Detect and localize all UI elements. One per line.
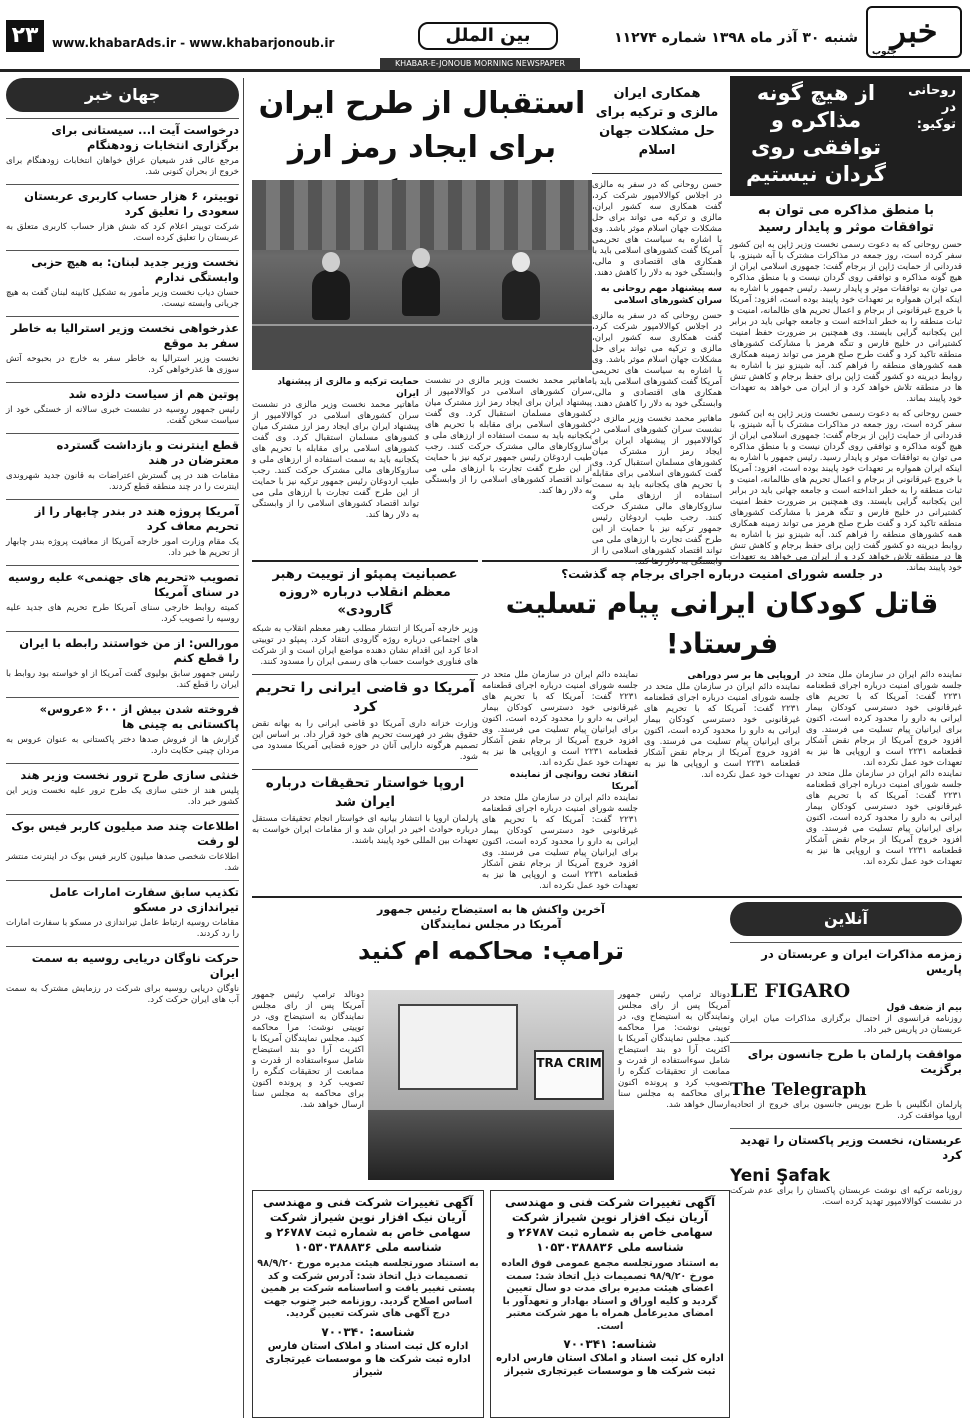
website-line[interactable]: www.khabarAds.ir - www.khabarjonoub.ir	[52, 36, 335, 50]
press-headline: موافقت پارلمان با طرح جانسون برای برگزیت	[730, 1042, 962, 1077]
security-body-3: نماینده دائم ایران در سازمان ملل متحد در جلسه شورای امنیت درباره اجرای قطعنامه ۲۲۳۱ گفت: آمریکا که با تحریم های غیرقانونی خود دسترسی کودکان بیمار ایرانی به دارو را محدود کرده است، اکنون برای ایرانیان پیام تسلیت می فرستد. وی افزود خروج آمریکا از برجام نقض آشکار قطعنامه ۲۲۳۱ است و اروپایی ها نیز به تعهدات خود عمل نکرده اند.	[482, 670, 638, 768]
photo-head	[322, 252, 340, 272]
photo-head	[412, 248, 430, 268]
section-title: بین الملل	[418, 22, 558, 50]
feature-story	[252, 76, 592, 556]
lead-body: حسن روحانی که به دعوت رسمی نخست وزیر ژاپن به این کشور سفر کرده است، روز جمعه در مذاکرات مشترک با آبه شینزو، با قدردانی از حمایت ژاپن از برجام گفت: جمهوری اسلامی ایران از هیچ گونه مذاکره و توافقی روی گردان نیست و با منطق مذاکره می توان به توافقات موثر و پایدار رسید. رئیس جمهور با اشاره به اینکه ایران همواره بر تعهدات خود پایبند بوده است، افزود: آمریکا با خروج غیرقانونی از برجام و اعمال تحریم های ظالمانه، امنیت و ثبات منطقه را به خطر انداخته است و جامعه جهانی باید در برابر این یکجانبه گرایی بایستد. وی همچنین بر ضرورت حفظ امنیت کشتیرانی در خلیج فارس و تنگه هرمز با مشارکت کشورهای منطقه تاکید کرد و گفت طرح صلح هرمز می تواند زمینه همکاری همه کشورهای منطقه را فراهم کند. آبه شینزو نیز با اشاره به روابط دیرینه دو کشور گفت ژاپن برای حفظ برجام و کاهش تنش ها در منطقه تلاش خواهد کرد و از ایران می خواهد به تعهدات خود پایبند بماند.	[730, 240, 962, 404]
photo-head	[512, 252, 530, 272]
news-item: قطع اینترنت و بازداشت گسترده معترضان در هند مقامات هند در پی گسترش اعتراضات به قانون جدید شهروندی اینترنت را در چند منطقه قطع کردند.	[6, 433, 239, 493]
news-item: توییتر، ۶ هزار حساب کاربری عربستان سعودی را تعلیق کرد شرکت توییتر اعلام کرد که شش هزار حساب کاربری متعلق به عربستان را تعلیق کرده است.	[6, 184, 239, 244]
protest-photo	[368, 990, 614, 1180]
page-number: ۲۳	[6, 20, 44, 52]
lead-subtitle: با منطق مذاکره می توان به توافقات موثر و پایدار رسید	[757, 203, 934, 235]
news-item: فروخته شدن بیش از ۶۰۰ «عروس» پاکستانی به چینی ها گزارش ها از فروش صدها دختر پاکستانی به عنوان عروس به مردان چینی حکایت دارد.	[6, 697, 239, 757]
feature-body: ماهاتیر محمد نخست وزیر مالزی در نشست سران کشورهای اسلامی در کوالالامپور از پیشنهاد ایران برای ایجاد رمز ارز مشترک میان کشورهای مسلمان استقبال کرد. وی گفت کشورهای اسلامی برای مقابله با تحریم های یکجانبه باید به سمت استفاده از ارزهای ملی و سازوکارهای مالی مشترک حرکت کنند. رجب طیب اردوغان رئیس جمهور ترکیه نیز با حمایت از این طرح گفت تجارت با ارزهای ملی می تواند اقتصاد کشورهای اسلامی را از وابستگی به دلار رها کند.	[425, 376, 592, 496]
summit-photo	[252, 180, 592, 370]
lead-story	[730, 76, 962, 573]
press-headline: عربستان، نخست وزیر پاکستان را تهدید کرد	[730, 1128, 962, 1163]
security-council-story	[482, 560, 962, 890]
lead-body-cont: حسن روحانی که به دعوت رسمی نخست وزیر ژاپن به این کشور سفر کرده است، روز جمعه در مذاکرات مشترک با آبه شینزو، با قدردانی از حمایت ژاپن از برجام گفت: جمهوری اسلامی ایران از هیچ گونه مذاکره و توافقی روی گردان نیست و با منطق مذاکره می توان به توافقات موثر و پایدار رسید. رئیس جمهور با اشاره به اینکه ایران همواره بر تعهدات خود پایبند بوده است، افزود: آمریکا با خروج غیرقانونی از برجام و اعمال تحریم های ظالمانه، امنیت و ثبات منطقه را به خطر انداخته است و جامعه جهانی باید در برابر این یکجانبه گرایی بایستد. وی همچنین بر ضرورت حفظ امنیت کشتیرانی در خلیج فارس و تنگه هرمز با مشارکت کشورهای منطقه تاکید کرد و گفت طرح صلح هرمز می تواند زمینه همکاری همه کشورهای منطقه را فراهم کند. آبه شینزو نیز با اشاره به روابط دیرینه دو کشور گفت ژاپن برای حفظ برجام و کاهش تنش ها در منطقه تلاش خواهد کرد و از ایران می خواهد به تعهدات خود پایبند بماند.	[730, 409, 962, 573]
ad-serial: شناسه: ۷۰۰۳۴۱	[563, 1337, 657, 1351]
middle-body-2: حسن روحانی که در سفر به مالزی در اجلاس کوالالامپور شرکت کرد، گفت همکاری سه کشور ایران، مالزی و ترکیه می تواند برای حل مشکلات جهان اسلام موثر باشد. وی با اشاره به سیاست های تحریمی آمریکا گفت کشورهای اسلامی باید با همکاری های اقتصادی و مالی، وابستگی خود به دلار را کاهش دهند.	[592, 311, 722, 409]
logo-sub: جنوب	[872, 47, 897, 57]
news-item: مورالس: از من خواستند رابطه با ایران را قطع کنم رئیس جمهور سابق بولیوی گفت آمریکا از او خواسته بود روابط با ایران را قطع کند.	[6, 631, 239, 691]
security-kicker: در جلسه شورای امنیت درباره اجرای برجام چه گذشت؟	[561, 567, 883, 581]
judges-title: آمریکا دو قاضی ایرانی را تحریم کرد	[252, 674, 478, 717]
ad-title: آگهی تغییرات شرکت فنی و مهندسی آریان نیک افزار نوین شیراز شرکت سهامی خاص به شماره ثبت ۲۶۷۸۷ و شناسه ملی ۱۰۵۳۰۳۸۸۸۳۶	[262, 1195, 474, 1254]
feature-subhead: حمایت ترکیه و مالزی از پیشنهاد ایران	[277, 377, 419, 399]
photo-figure	[502, 270, 540, 320]
europe-title: اروپا خواستار تحقیقات درباره ایران شد	[252, 769, 478, 812]
press-item-telegraph	[730, 1042, 962, 1122]
english-strip: KHABAR-E-JONOUB MORNING NEWSPAPER	[380, 58, 580, 70]
press-text: پارلمان انگلیس با طرح بوریس جانسون برای خروج از اتحادیه اروپا موافقت کرد.	[730, 1100, 962, 1121]
protest-sign	[398, 1004, 518, 1090]
trump-story	[252, 896, 730, 1186]
press-label: آنلاین	[730, 902, 962, 936]
security-subhead: اروپایی ها بر سر دوراهی	[687, 671, 800, 681]
security-body: نماینده دائم ایران در سازمان ملل متحد در جلسه شورای امنیت درباره اجرای قطعنامه ۲۲۳۱ گفت: آمریکا که با تحریم های غیرقانونی خود دسترسی کودکان بیمار ایرانی به دارو را محدود کرده است، اکنون برای ایرانیان پیام تسلیت می فرستد. وی افزود خروج آمریکا از برجام نقض آشکار قطعنامه ۲۲۳۱ است و اروپایی ها نیز به تعهدات خود عمل نکرده اند.	[806, 670, 962, 768]
press-text: روزنامه ترکیه ای نوشت عربستان پاکستان را برای عدم شرکت در نشست کوالالامپور تهدید کرده است.	[730, 1186, 962, 1207]
security-subhead-2: انتقاد تخت روانچی از نماینده آمریکا	[510, 770, 638, 792]
newspaper-logo: خبر جنوب	[866, 6, 962, 58]
notice-ad-1	[490, 1190, 730, 1418]
middle-body: حسن روحانی که در سفر به مالزی در اجلاس کوالالامپور شرکت کرد، گفت همکاری سه کشور ایران، مالزی و ترکیه می تواند برای حل مشکلات جهان اسلام موثر باشد. وی با اشاره به سیاست های تحریمی آمریکا گفت کشورهای اسلامی باید با همکاری های اقتصادی و مالی، وابستگی خود به دلار را کاهش دهند.	[592, 180, 722, 278]
trump-body: دونالد ترامپ رئیس جمهور آمریکا پس از رای مجلس نمایندگان به استیضاح وی، در توییتی نوشت: مرا محاکمه کنید. مجلس نمایندگان آمریکا با اکثریت آرا دو بند استیضاح شامل سوءاستفاده از قدرت و ممانعت از تحقیقات کنگره را تصویب کرد و پرونده اکنون برای محاکمه به مجلس سنا ارسال خواهد شد.	[618, 990, 730, 1110]
photo-figure	[402, 266, 440, 316]
news-item: پوتین هم از سیاست دلزده شد رئیس جمهور روسیه در نشست خبری سالانه از خستگی خود از سیاست سخن گفت.	[6, 382, 239, 427]
telegraph-logo: The Telegraph	[730, 1080, 867, 1100]
trump-title: ترامپ: محاکمه ام کنید	[357, 937, 625, 965]
protest-crowd	[368, 1110, 614, 1180]
ad-serial: شناسه: ۷۰۰۳۴۰	[321, 1324, 415, 1339]
security-body-cont: نماینده دائم ایران در سازمان ملل متحد در جلسه شورای امنیت درباره اجرای قطعنامه ۲۲۳۱ گفت: آمریکا که با تحریم های غیرقانونی خود دسترسی کودکان بیمار ایرانی به دارو را محدود کرده است، اکنون برای ایرانیان پیام تسلیت می فرستد. وی افزود خروج آمریکا از برجام نقض آشکار قطعنامه ۲۲۳۱ است و اروپایی ها نیز به تعهدات خود عمل نکرده اند.	[806, 769, 962, 867]
news-item: خنثی سازی طرح ترور نخست وزیر هند پلیس هند از خنثی سازی یک طرح ترور علیه نخست وزیر این کشور خبر داد.	[6, 763, 239, 808]
world-news-label: جهان خبر	[6, 78, 239, 112]
press-sub: بیم از ضعف قول	[886, 1003, 962, 1013]
trump-kicker: آخرین واکنش ها به استیضاح رئیس جمهور آمریکا در مجلس نمایندگان	[377, 903, 605, 931]
feature-body-2: ماهاتیر محمد نخست وزیر مالزی در نشست سران کشورهای اسلامی در کوالالامپور از پیشنهاد ایران برای ایجاد رمز ارز مشترک میان کشورهای مسلمان استقبال کرد. وی گفت کشورهای اسلامی برای مقابله با تحریم های یکجانبه باید به سمت استفاده از ارزهای ملی و سازوکارهای مالی مشترک حرکت کنند. رجب طیب اردوغان رئیس جمهور ترکیه نیز با حمایت از این طرح گفت تجارت با ارزهای ملی می تواند اقتصاد کشورهای اسلامی را از وابستگی به دلار رها کند.	[252, 400, 419, 520]
feature-title: استقبال از طرح ایران برای ایجاد رمز ارز	[258, 86, 586, 165]
us-news-stack	[252, 560, 478, 890]
malaysia-story	[592, 76, 722, 567]
lead-headline-box	[730, 76, 962, 196]
security-body-4: نماینده دائم ایران در سازمان ملل متحد در جلسه شورای امنیت درباره اجرای قطعنامه ۲۲۳۱ گفت: آمریکا که با تحریم های غیرقانونی خود دسترسی کودکان بیمار ایرانی به دارو را محدود کرده است، اکنون برای ایرانیان پیام تسلیت می فرستد. وی افزود خروج آمریکا از برجام نقض آشکار قطعنامه ۲۲۳۱ است و اروپایی ها نیز به تعهدات خود عمل نکرده اند.	[482, 793, 638, 891]
photo-figure	[312, 270, 350, 320]
masthead	[0, 0, 970, 72]
lead-kicker: روحانی در توکیو:	[908, 83, 956, 132]
ad-body: به استناد صورتجلسه مجمع عمومی فوق العاده مورخ ۹۸/۹/۲۰ تصمیمات ذیل اتخاذ شد: سمت اعضای هیئت مدیره برای مدت دو سال تعیین گردید و کلیه اوراق و اسناد بهادار و تعهدآور با امضای مدیرعامل همراه با مهر شرکت معتبر است.	[501, 1258, 719, 1332]
press-review	[730, 896, 962, 1416]
press-item-yenisafak	[730, 1128, 962, 1208]
ad-office: اداره کل ثبت اسناد و املاک استان فارس اداره ثبت شرکت ها و موسسات غیرتجاری شیراز	[265, 1340, 471, 1378]
news-item: تصویب «تحریم های جهنمی» علیه روسیه در سنای آمریکا کمیته روابط خارجی سنای آمریکا طرح تحریم های جدید علیه روسیه را تصویب کرد.	[6, 565, 239, 625]
news-item: نخست وزیر جدید لبنان: به هیچ حزبی وابستگی ندارم حسان دیاب نخست وزیر مأمور به تشکیل کابینه لبنان گفت به هیچ جریانی وابسته نیست.	[6, 250, 239, 310]
press-headline: زمزمه مذاکرات ایران و عربستان در پاریس	[730, 942, 962, 977]
photo-table	[252, 324, 592, 370]
ad-office: اداره کل ثبت اسناد و املاک استان فارس اداره ثبت شرکت ها و موسسات غیرتجاری شیراز	[496, 1353, 724, 1377]
lead-title: از هیچ گونه مذاکره و توافقی روی گردان نیستیم	[746, 81, 886, 186]
news-item: آمریکا پروژه هند در بندر چابهار را از تحریم معاف کرد یک مقام وزارت امور خارجه آمریکا از معافیت پروژه بندر چابهار از تحریم ها خبر داد.	[6, 499, 239, 559]
issue-date: شنبه ۳۰ آذر ماه ۱۳۹۸ شماره ۱۱۲۷۴	[614, 30, 858, 46]
middle-body-3: ماهاتیر محمد نخست وزیر مالزی در نشست سران کشورهای اسلامی در کوالالامپور از پیشنهاد ایران برای ایجاد رمز ارز مشترک میان کشورهای مسلمان استقبال کرد. وی گفت کشورهای اسلامی برای مقابله با تحریم های یکجانبه باید به سمت استفاده از ارزهای ملی و سازوکارهای مالی مشترک حرکت کنند. رجب طیب اردوغان رئیس جمهور ترکیه نیز با حمایت از این طرح گفت تجارت با ارزهای ملی می تواند اقتصاد کشورهای اسلامی را از وابستگی به دلار رها کند.	[592, 414, 722, 567]
news-item: حرکت ناوگان دریایی روسیه به سمت ایران ناوگان دریایی روسیه برای شرکت در رزمایش مشترک به سمت آب های ایران حرکت کرد.	[6, 946, 239, 1006]
news-item: اطلاعات چند صد میلیون کاربر فیس بوک لو رفت اطلاعات شخصی صدها میلیون کاربر فیس بوک در اینترنت منتشر شد.	[6, 814, 239, 874]
pompeo-title: عصبانیت پمپئو از توییت رهبر معظم انقلاب درباره «روزه گارودی»	[272, 567, 458, 618]
pompeo-body: وزیر خارجه آمریکا از انتشار مطلب رهبر معظم انقلاب به شبکه های اجتماعی درباره روژه گارودی انتقاد کرد. پمپئو در توییتی ادعا کرد این اقدام نشان دهنده مواضع ایران است و از شرکت های فناوری خواست حساب های رسمی ایران را مسدود کنند.	[252, 624, 478, 667]
ad-title: آگهی تغییرات شرکت فنی و مهندسی آریان نیک افزار نوین شیراز شرکت سهامی خاص به شماره ثبت ۲۶۷۸۷ و شناسه ملی ۱۰۵۳۰۳۸۸۸۳۶	[504, 1195, 716, 1254]
press-item-figaro	[730, 942, 962, 1036]
middle-title: همکاری ایران مالزی و ترکیه برای حل مشکلات جهان اسلام	[592, 76, 722, 174]
middle-subhead: سه پیشنهاد مهم روحانی به سران کشورهای اسلامی	[600, 284, 722, 306]
news-item: تکذیب سابق سفارت امارات عامل تیراندازی در مسکو مقامات روسیه ارتباط عامل تیراندازی در مسکو با سفارت امارات را رد کردند.	[6, 880, 239, 940]
security-title: قاتل کودکان ایرانی پیام تسلیت فرستاد!	[505, 587, 939, 660]
news-item: عذرخواهی نخست وزیر استرالیا به خاطر سفر بد موقع نخست وزیر استرالیا به خاطر سفر به خارج در بحبوحه آتش سوزی ها عذرخواهی کرد.	[6, 316, 239, 376]
europe-body: پارلمان اروپا با انتشار بیانیه ای خواستار انجام تحقیقات مستقل درباره حوادث اخیر در ایران شد و از مقامات ایران خواست به تعهدات بین المللی خود پایبند باشند.	[252, 814, 478, 846]
judges-body: وزارت خزانه داری آمریکا دو قاضی ایرانی را به بهانه نقض حقوق بشر در فهرست تحریم های خود قرار داد. بر اساس این تصمیم هرگونه دارایی آنان در حوزه قضایی آمریکا مسدود می شود.	[252, 719, 478, 762]
yeni-safak-logo: Yeni Şafak	[730, 1166, 831, 1186]
protest-sign-text: TRA CRIM	[534, 1050, 604, 1100]
news-item: درخواست آیت ا... سیستانی برای برگزاری انتخابات زودهنگام مرجع عالی قدر شیعیان عراق خواهان انتخابات زودهنگام برای خروج از بحران کنونی شد.	[6, 118, 239, 178]
security-body-2: نماینده دائم ایران در سازمان ملل متحد در جلسه شورای امنیت درباره اجرای قطعنامه ۲۲۳۱ گفت: آمریکا که با تحریم های غیرقانونی خود دسترسی کودکان بیمار ایرانی به دارو را محدود کرده است، اکنون برای ایرانیان پیام تسلیت می فرستد. وی افزود خروج آمریکا از برجام نقض آشکار قطعنامه ۲۲۳۱ است و اروپایی ها نیز به تعهدات خود عمل نکرده اند.	[644, 682, 800, 780]
le-figaro-logo: LE FIGARO	[730, 980, 851, 1002]
world-news-column	[6, 78, 244, 1418]
photo-backdrop	[252, 180, 592, 250]
ad-body: به استناد صورتجلسه هیئت مدیره مورخ ۹۸/۹/۲۰ تصمیمات ذیل اتخاذ شد: آدرس شرکت و کد پستی تغییر یافت و اساسنامه شرکت بر همین اساس اصلاح گردید. روزنامه خبر جنوب جهت درج آگهی های شرکت تعیین گردید.	[257, 1258, 479, 1319]
notice-ad-2	[252, 1190, 484, 1418]
press-text: روزنامه فرانسوی از احتمال برگزاری مذاکرات میان ایران و عربستان در پاریس خبر داد.	[730, 1014, 962, 1035]
trump-body-2: دونالد ترامپ رئیس جمهور آمریکا پس از رای مجلس نمایندگان به استیضاح وی، در توییتی نوشت: مرا محاکمه کنید. مجلس نمایندگان آمریکا با اکثریت آرا دو بند استیضاح شامل سوءاستفاده از قدرت و ممانعت از تحقیقات کنگره را تصویب کرد و پرونده اکنون برای محاکمه به مجلس سنا ارسال خواهد شد.	[252, 990, 364, 1110]
